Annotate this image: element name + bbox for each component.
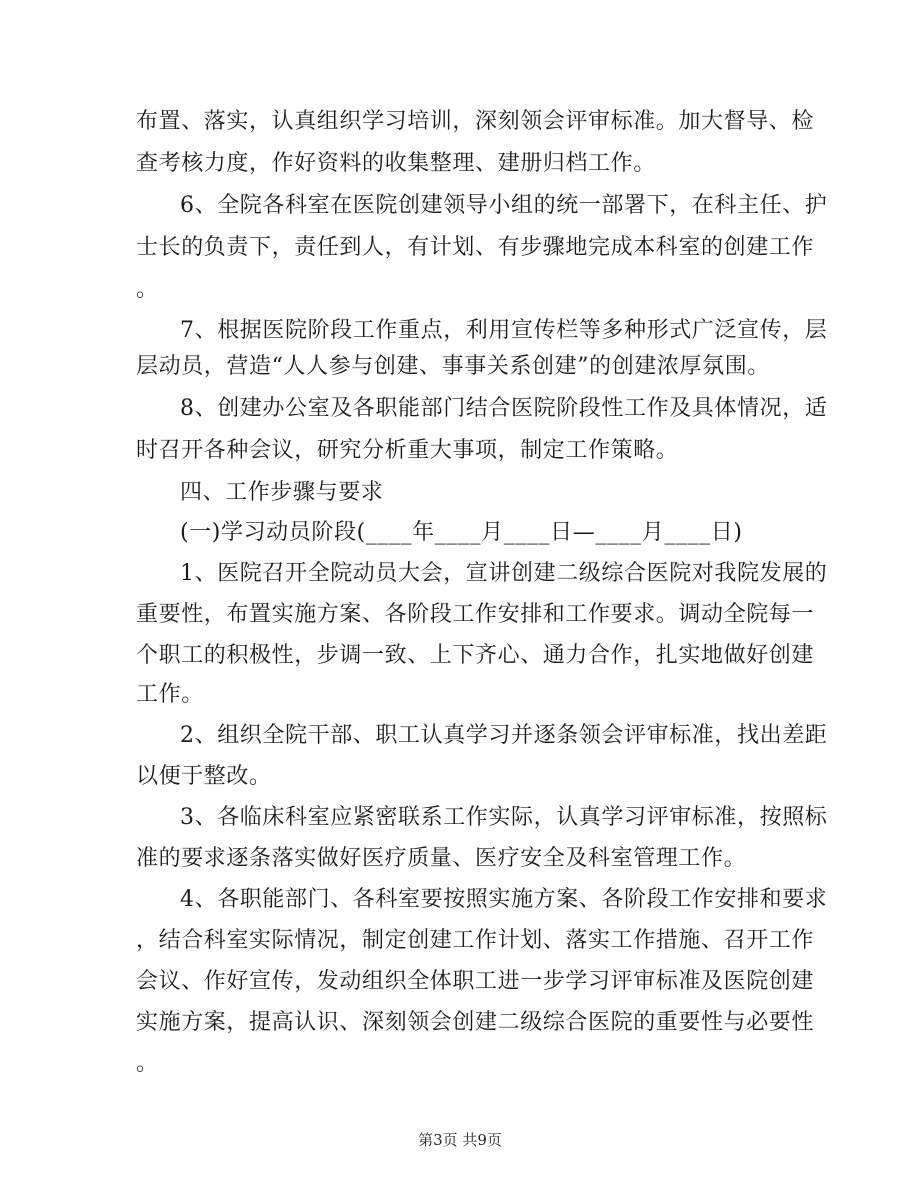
section-heading: 四、工作步骤与要求 [180, 480, 384, 505]
text-line: 重要性，布置实施方案、各阶段工作安排和工作要求。调动全院每一 [136, 602, 815, 627]
text-line: 时召开各种会议，研究分析重大事项，制定工作策略。 [136, 438, 679, 463]
text-line: 布置、落实，认真组织学习培训，深刻领会评审标准。加大督导、检 [136, 109, 815, 134]
text-line: 实施方案，提高认识、深刻领会创建二级综合医院的重要性与必要性 [136, 1010, 815, 1035]
text-line: 个职工的积极性，步调一致、上下齐心、通力合作，扎实地做好创建 [136, 643, 815, 668]
text-line: 工作。 [136, 682, 204, 707]
text-line: 。 [136, 1051, 159, 1076]
text-line: 查考核力度，作好资料的收集整理、建册归档工作。 [136, 151, 656, 176]
text-line: 2、组织全院干部、职工认真学习并逐条领会评审标准，找出差距 [180, 723, 828, 748]
text-line: 以便于整改。 [136, 764, 272, 789]
text-line: 3、各临床科室应紧密联系工作实际，认真学习评审标准，按照标 [180, 805, 828, 830]
text-line: 士长的负责下，责任到人，有计划、有步骤地完成本科室的创建工作 [136, 235, 815, 260]
text-line: ，结合科室实际情况，制定创建工作计划、落实工作措施、召开工作 [136, 928, 815, 953]
text-line: 层动员，营造“人人参与创建、事事关系创建”的创建浓厚氛围。 [136, 354, 770, 379]
text-line: 4、各职能部门、各科室要按照实施方案、各阶段工作安排和要求 [180, 887, 828, 912]
text-line: 。 [136, 277, 159, 302]
text-line: 6、全院各科室在医院创建领导小组的统一部署下，在科主任、护 [180, 193, 828, 218]
text-line: 7、根据医院阶段工作重点，利用宣传栏等多种形式广泛宣传，层 [180, 318, 828, 343]
subsection-heading: (一)学习动员阶段(____年____月____日—____月____日) [180, 520, 743, 545]
text-line: 准的要求逐条落实做好医疗质量、医疗安全及科室管理工作。 [136, 846, 747, 871]
text-line: 1、医院召开全院动员大会，宣讲创建二级综合医院对我院发展的 [180, 561, 828, 586]
text-line: 8、创建办公室及各职能部门结合医院阶段性工作及具体情况，适 [180, 396, 828, 421]
text-line: 会议、作好宣传，发动组织全体职工进一步学习评审标准及医院创建 [136, 969, 815, 994]
page-number: 第3页 共9页 [418, 1131, 502, 1149]
